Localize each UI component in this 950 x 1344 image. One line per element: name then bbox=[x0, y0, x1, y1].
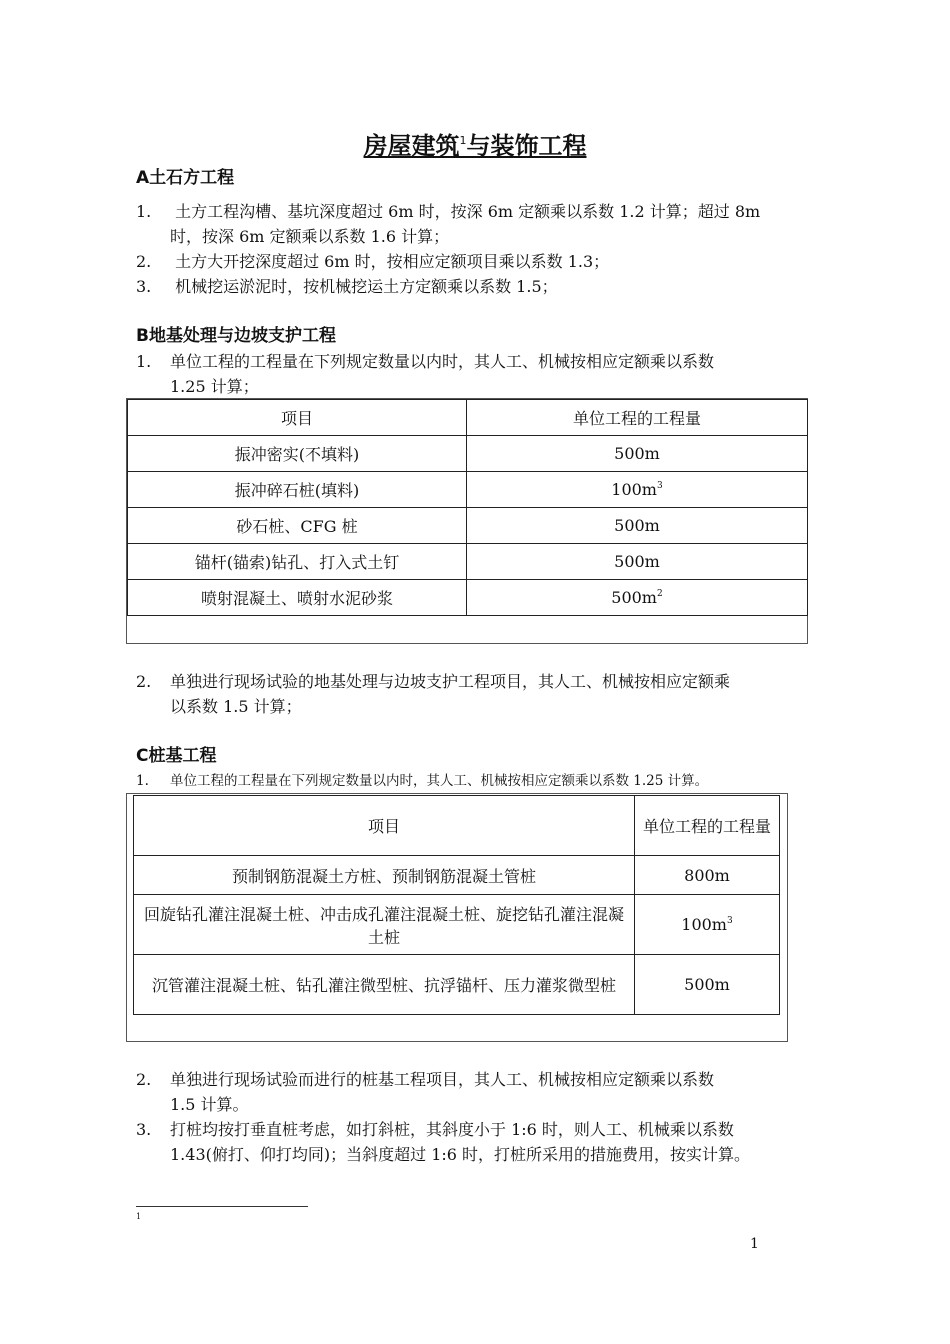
section-b-heading: B地基处理与边坡支护工程 bbox=[136, 326, 336, 346]
table-cell-item: 锚杆(锚索)钻孔、打入式土钉 bbox=[128, 544, 467, 580]
table-cell-item: 回旋钻孔灌注混凝土桩、冲击成孔灌注混凝土桩、旋挖钻孔灌注混凝土桩 bbox=[134, 895, 635, 955]
section-a-item-2: 2. 土方大开挖深度超过 6m 时，按相应定额项目乘以系数 1.3； bbox=[136, 252, 610, 271]
section-c-heading: C桩基工程 bbox=[136, 746, 217, 766]
section-a-item-3: 3. 机械挖运淤泥时，按机械挖运土方定额乘以系数 1.5； bbox=[136, 277, 558, 296]
table-header-row bbox=[134, 796, 780, 856]
title-text-2: 与装饰工程 bbox=[466, 132, 587, 160]
table-c bbox=[133, 795, 780, 1015]
title-text: 房屋建筑 bbox=[363, 132, 460, 160]
page-title bbox=[0, 124, 950, 163]
table-header-cell: 项目 bbox=[134, 796, 635, 856]
page-number: 1 bbox=[750, 1236, 759, 1252]
table-cell-item: 振冲碎石桩(填料) bbox=[128, 472, 467, 508]
footnote-mark: 1 bbox=[136, 1212, 142, 1221]
section-c-item-2: 2. 单独进行现场试验而进行的桩基工程项目，其人工、机械按相应定额乘以系数 bbox=[136, 1070, 715, 1089]
title-footnote-ref: 1 bbox=[459, 134, 467, 147]
table-cell-qty: 500m bbox=[467, 436, 808, 472]
section-c-item-1: 1. 单位工程的工程量在下列规定数量以内时，其人工、机械按相应定额乘以系数 1.25 计算。 bbox=[136, 773, 709, 789]
table-row bbox=[134, 856, 780, 895]
section-a-heading: A土石方工程 bbox=[136, 168, 235, 188]
section-a-item-1: 1. 土方工程沟槽、基坑深度超过 6m 时，按深 6m 定额乘以系数 1.2 计算；超过 8m bbox=[136, 202, 761, 221]
footnote-separator bbox=[136, 1206, 308, 1207]
table-cell-qty: 500m bbox=[467, 544, 808, 580]
section-c-item-3-cont: 1.43(俯打、仰打均同)；当斜度超过 1:6 时，打桩所采用的措施费用，按实计算。 bbox=[170, 1145, 751, 1164]
table-row bbox=[134, 895, 780, 955]
table-row bbox=[128, 436, 808, 472]
section-c-item-3: 3. 打桩均按打垂直桩考虑，如打斜桩，其斜度小于 1:6 时，则人工、机械乘以系数 bbox=[136, 1120, 734, 1139]
table-cell-qty: $100m^3$ bbox=[467, 472, 808, 508]
table-row bbox=[128, 580, 808, 616]
table-b bbox=[127, 399, 808, 616]
table-cell-item: 喷射混凝土、喷射水泥砂浆 bbox=[128, 580, 467, 616]
table-cell-item: 振冲密实(不填料) bbox=[128, 436, 467, 472]
table-cell-qty: 800m bbox=[635, 856, 780, 895]
table-cell-qty: 500m bbox=[635, 955, 780, 1015]
table-header-cell: 单位工程的工程量 bbox=[635, 796, 780, 856]
section-a-item-1-cont: 时，按深 6m 定额乘以系数 1.6 计算； bbox=[170, 227, 450, 246]
table-header-cell: 单位工程的工程量 bbox=[467, 400, 808, 436]
table-cell-item: 砂石桩、CFG 桩 bbox=[128, 508, 467, 544]
table-cell-item: 预制钢筋混凝土方桩、预制钢筋混凝土管桩 bbox=[134, 856, 635, 895]
table-row bbox=[128, 544, 808, 580]
section-b-item-1: 1. 单位工程的工程量在下列规定数量以内时，其人工、机械按相应定额乘以系数 bbox=[136, 352, 715, 371]
section-c-item-2-cont: 1.5 计算。 bbox=[170, 1095, 249, 1114]
table-row bbox=[134, 955, 780, 1015]
table-row bbox=[128, 508, 808, 544]
table-cell-qty: $100m^3$ bbox=[635, 895, 780, 955]
table-cell-qty: $500m^2$ bbox=[467, 580, 808, 616]
section-b-item-2-cont: 以系数 1.5 计算； bbox=[170, 697, 302, 716]
table-header-cell: 项目 bbox=[128, 400, 467, 436]
table-cell-item: 沉管灌注混凝土桩、钻孔灌注微型桩、抗浮锚杆、压力灌浆微型桩 bbox=[134, 955, 635, 1015]
section-b-item-2: 2. 单独进行现场试验的地基处理与边坡支护工程项目，其人工、机械按相应定额乘 bbox=[136, 672, 731, 691]
table-row bbox=[128, 472, 808, 508]
section-b-item-1-cont: 1.25 计算； bbox=[170, 377, 259, 396]
table-cell-qty: 500m bbox=[467, 508, 808, 544]
table-header-row bbox=[128, 400, 808, 436]
